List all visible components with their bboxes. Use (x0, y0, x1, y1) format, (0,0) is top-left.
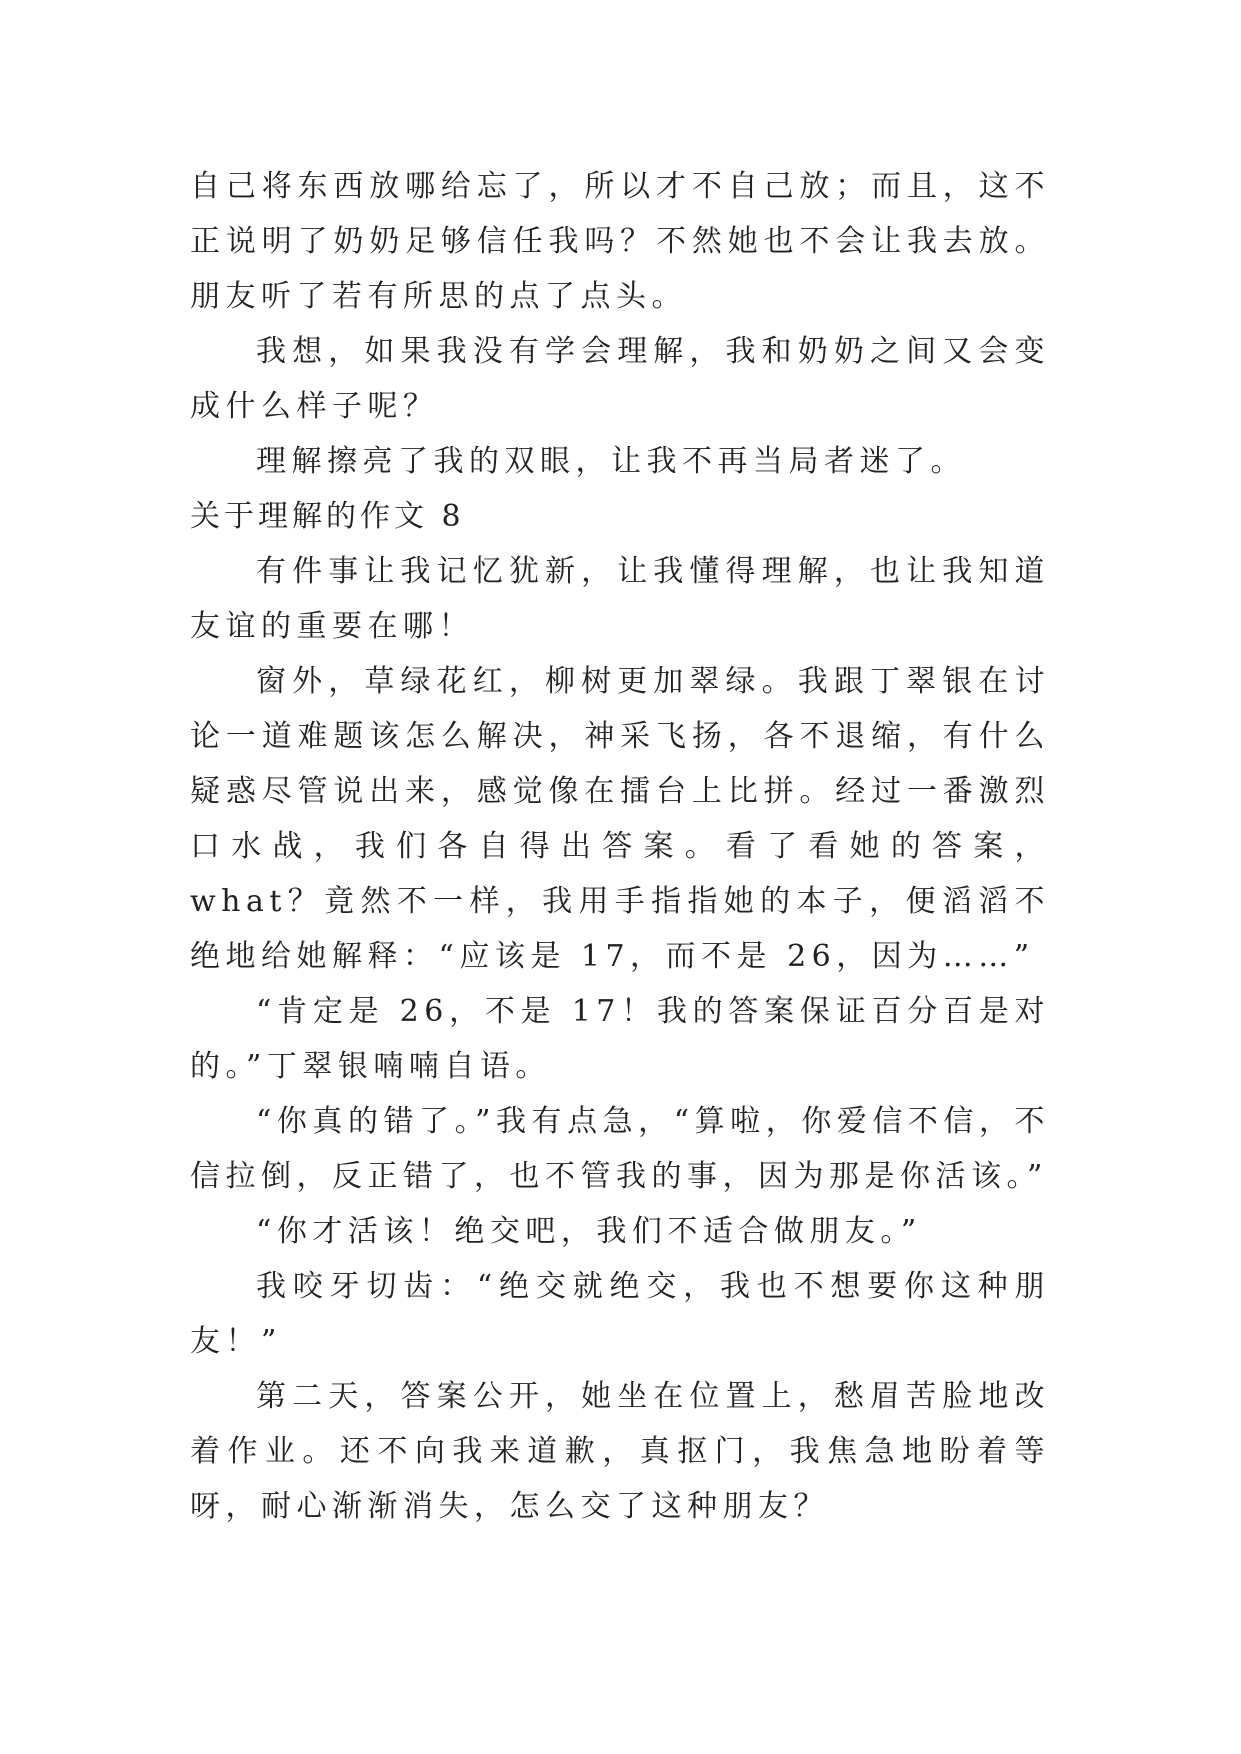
paragraph: 理解擦亮了我的双眼，让我不再当局者迷了。 (256, 444, 966, 479)
paragraph: 我咬牙切齿：“绝交就绝交，我也不想要你这种朋友！” (190, 1269, 1050, 1359)
paragraph: “你才活该！绝交吧，我们不适合做朋友。” (256, 1214, 922, 1249)
paragraph: 窗外，草绿花红，柳树更加翠绿。我跟丁翠银在讨论一道难题该怎么解决，神采飞扬，各不退缩，有什么疑惑尽管说出来，感觉像在擂台上比拼。经过一番激烈口水战，我们各自得出答案。看了看她的答案，what？竟然不一样，我用手指指她的本子，便滔滔不绝地给她解释：“应该是 17，而不是 26，因为……” (190, 664, 1050, 974)
document-body (190, 159, 1050, 1534)
paragraph: 我想，如果我没有学会理解，我和奶奶之间又会变成什么样子呢？ (190, 334, 1050, 424)
paragraph-continued: 自己将东西放哪给忘了，所以才不自己放；而且，这不正说明了奶奶足够信任我吗？不然她也不会让我去放。朋友听了若有所思的点了点头。 (190, 169, 1050, 314)
paragraph: 第二天，答案公开，她坐在位置上，愁眉苦脸地改着作业。还不向我来道歉，真抠门，我焦急地盼着等呀，耐心渐渐消失，怎么交了这种朋友？ (190, 1379, 1050, 1524)
paragraph: “肯定是 26，不是 17！我的答案保证百分百是对的。”丁翠银喃喃自语。 (190, 994, 1050, 1084)
section-title: 关于理解的作文 8 (190, 499, 465, 534)
paragraph: 有件事让我记忆犹新，让我懂得理解，也让我知道友谊的重要在哪！ (190, 554, 1050, 644)
paragraph: “你真的错了。”我有点急，“算啦，你爱信不信，不信拉倒，反正错了，也不管我的事，因为那是你活该。” (190, 1104, 1050, 1194)
